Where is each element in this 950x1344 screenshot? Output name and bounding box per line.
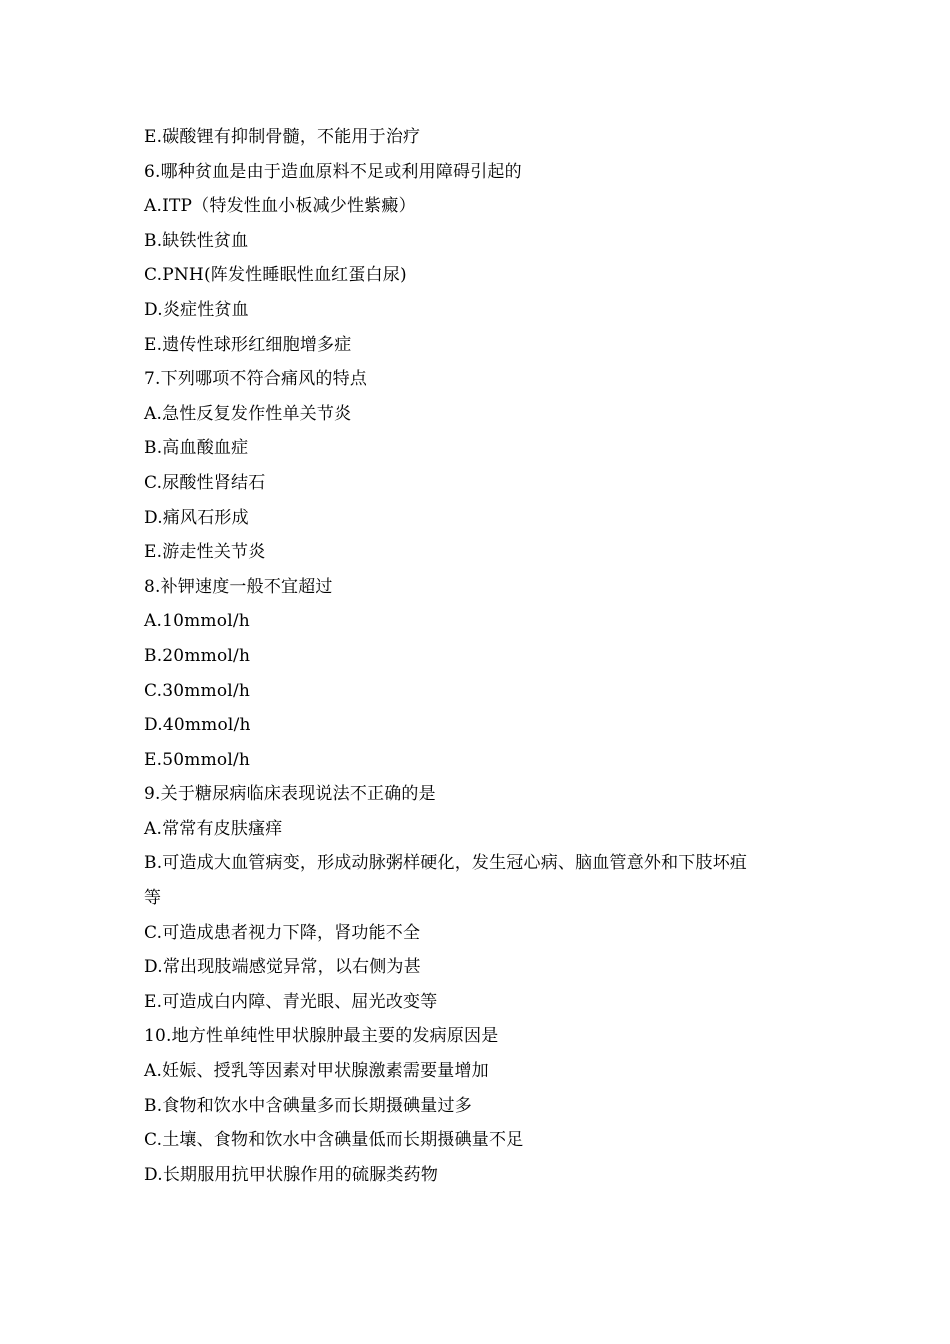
option-line: C.可造成患者视力下降，肾功能不全 — [144, 922, 421, 943]
option-line: D.40mmol/h — [144, 715, 251, 736]
question-line: 7.下列哪项不符合痛风的特点 — [144, 369, 368, 390]
option-line: B.20mmol/h — [144, 645, 251, 666]
question-text-block — [144, 120, 824, 1192]
option-line: D.炎症性贫血 — [144, 299, 249, 320]
option-line: B.高血酸血症 — [144, 438, 249, 459]
option-line: E.遗传性球形红细胞增多症 — [144, 334, 352, 355]
option-line: C.土壤、食物和饮水中含碘量低而长期摄碘量不足 — [144, 1130, 524, 1151]
option-line: B.食物和饮水中含碘量多而长期摄碘量过多 — [144, 1095, 472, 1116]
option-line: A.ITP（特发性血小板减少性紫癜） — [144, 196, 416, 217]
option-line-continuation: 等 — [144, 888, 162, 909]
option-line: C.尿酸性肾结石 — [144, 472, 266, 493]
option-line: E.碳酸锂有抑制骨髓，不能用于治疗 — [144, 127, 421, 147]
question-line: 10.地方性单纯性甲状腺肿最主要的发病原因是 — [144, 1026, 499, 1047]
option-line: A.常常有皮肤瘙痒 — [144, 818, 283, 839]
option-line: E.50mmol/h — [144, 749, 251, 770]
question-line: 6.哪种贫血是由于造血原料不足或利用障碍引起的 — [144, 161, 522, 182]
option-line: A.妊娠、授乳等因素对甲状腺激素需要量增加 — [144, 1061, 489, 1082]
option-line: A.急性反复发作性单关节炎 — [144, 403, 352, 424]
option-line: D.常出现肢端感觉异常，以右侧为甚 — [144, 957, 421, 978]
option-line: B.可造成大血管病变，形成动脉粥样硬化，发生冠心病、脑血管意外和下肢坏疽 — [144, 853, 748, 874]
option-line: B.缺铁性贫血 — [144, 230, 249, 251]
option-line: E.可造成白内障、青光眼、屈光改变等 — [144, 991, 438, 1012]
question-line: 8.补钾速度一般不宜超过 — [144, 576, 333, 597]
question-line: 9.关于糖尿病临床表现说法不正确的是 — [144, 784, 436, 805]
option-line: E.游走性关节炎 — [144, 542, 266, 563]
option-line: D.长期服用抗甲状腺作用的硫脲类药物 — [144, 1164, 439, 1185]
option-line: C.30mmol/h — [144, 680, 251, 701]
option-line: D.痛风石形成 — [144, 507, 249, 528]
option-line: A.10mmol/h — [144, 611, 250, 632]
option-line: C.PNH(阵发性睡眠性血红蛋白尿) — [144, 265, 407, 286]
